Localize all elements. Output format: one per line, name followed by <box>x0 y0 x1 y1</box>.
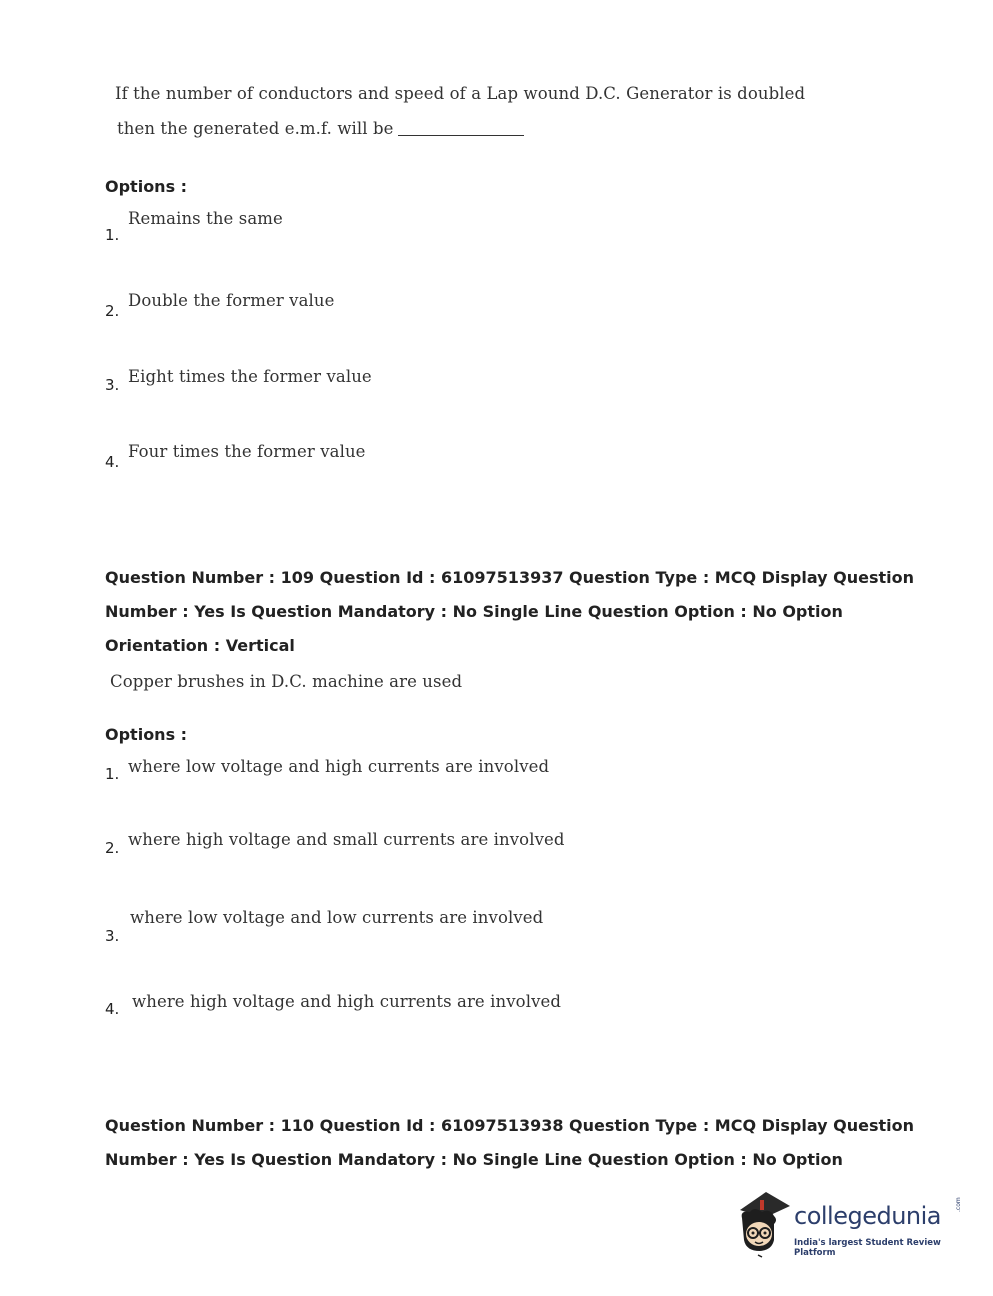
question-meta-line: Orientation : Vertical <box>105 636 295 655</box>
option-text: where low voltage and high currents are involved <box>128 757 550 776</box>
collegedunia-logo <box>734 1188 964 1260</box>
option-text: Four times the former value <box>128 442 366 461</box>
option-number: 4. <box>105 453 120 471</box>
option-text: where high voltage and high currents are involved <box>132 992 562 1011</box>
mascot-icon <box>734 1188 792 1260</box>
options-label: Options : <box>105 725 188 744</box>
options-label: Options : <box>105 177 188 196</box>
question-meta-line: Number : Yes Is Question Mandatory : No Single Line Question Option : No Option <box>105 602 843 621</box>
option-number: 2. <box>105 302 120 320</box>
option-number: 3. <box>105 376 120 394</box>
question-text-line <box>117 119 524 138</box>
question-text-fragment: then the generated e.m.f. will be <box>117 119 394 138</box>
logo-com: .com <box>955 1197 962 1212</box>
option-text: Remains the same <box>128 209 283 228</box>
option-text: where high voltage and small currents are involved <box>128 830 565 849</box>
question-meta-line: Number : Yes Is Question Mandatory : No Single Line Question Option : No Option <box>105 1150 843 1169</box>
question-text: Copper brushes in D.C. machine are used <box>110 672 463 691</box>
answer-blank <box>398 135 524 136</box>
option-text: Double the former value <box>128 291 335 310</box>
logo-wordmark: collegedunia <box>794 1202 942 1230</box>
option-number: 3. <box>105 927 120 945</box>
question-meta-line: Question Number : 109 Question Id : 61097513937 Question Type : MCQ Display Question <box>105 568 915 587</box>
option-number: 4. <box>105 1000 120 1018</box>
question-meta-line: Question Number : 110 Question Id : 61097513938 Question Type : MCQ Display Question <box>105 1116 915 1135</box>
option-number: 2. <box>105 839 120 857</box>
option-number: 1. <box>105 226 120 244</box>
question-text-line: If the number of conductors and speed of a Lap wound D.C. Generator is doubled <box>115 84 806 103</box>
option-number: 1. <box>105 765 120 783</box>
logo-tagline: India's largest Student Review Platform <box>794 1238 941 1258</box>
option-text: where low voltage and low currents are involved <box>130 908 544 927</box>
option-text: Eight times the former value <box>128 367 372 386</box>
